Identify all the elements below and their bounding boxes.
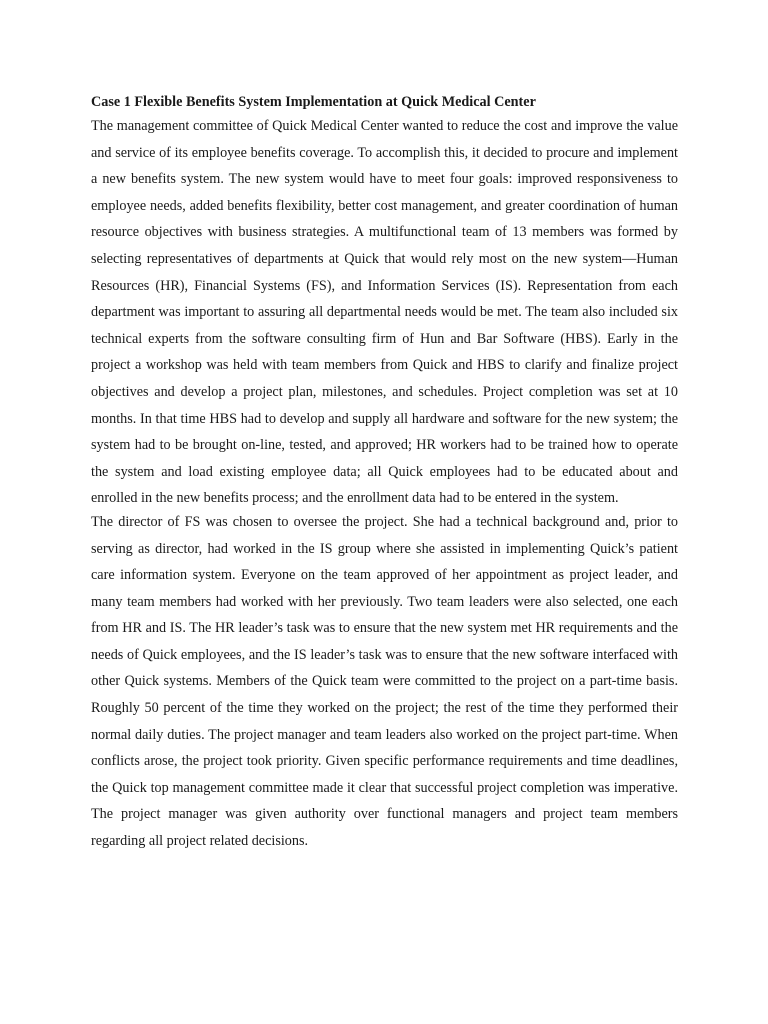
case-title: Case 1 Flexible Benefits System Implementation at Quick Medical Center (91, 94, 536, 110)
paragraph-1: The management committee of Quick Medical Center wanted to reduce the cost and improve the value and service of its employee benefits coverage. To accomplish this, it decided to procure and implement a new benefits system. The new system would have to meet four goals: improved responsiveness to employee needs, added benefits flexibility, better cost management, and greater coordination of human resource objectives with business strategies. A multifunctional team of 13 members was formed by selecting representatives of departments at Quick that would rely most on the new system—Human Resources (HR), Financial Systems (FS), and Information Services (IS). Representation from each department was important to assuring all departmental needs would be met. The team also included six technical experts from the software consulting firm of Hun and Bar Software (HBS). Early in the project a workshop was held with team members from Quick and HBS to clarify and finalize project objectives and develop a project plan, milestones, and schedules. Project completion was set at 10 months. In that time HBS had to develop and supply all hardware and software for the new system; the system had to be brought on-line, tested, and approved; HR workers had to be trained how to operate the system and load existing employee data; all Quick employees had to be educated about and enrolled in the new benefits process; and the enrollment data had to be entered in the system. (91, 118, 678, 507)
document-body (91, 92, 678, 855)
paragraph-2: The director of FS was chosen to oversee the project. She had a technical background and, prior to serving as director, had worked in the IS group where she assisted in implementing Quick’s patient care information system. Everyone on the team approved of her appointment as project leader, and many team members had worked with her previously. Two team leaders were also selected, one each from HR and IS. The HR leader’s task was to ensure that the new system met HR requirements and the needs of Quick employees, and the IS leader’s task was to ensure that the new software interfaced with other Quick systems. Members of the Quick team were committed to the project on a part-time basis. Roughly 50 percent of the time they worked on the project; the rest of the time they performed their normal daily duties. The project manager and team leaders also worked on the project part-time. When conflicts arose, the project took priority. Given specific performance requirements and time deadlines, the Quick top management committee made it clear that successful project completion was imperative. The project manager was given authority over functional managers and project team members regarding all project related decisions. (91, 513, 678, 850)
